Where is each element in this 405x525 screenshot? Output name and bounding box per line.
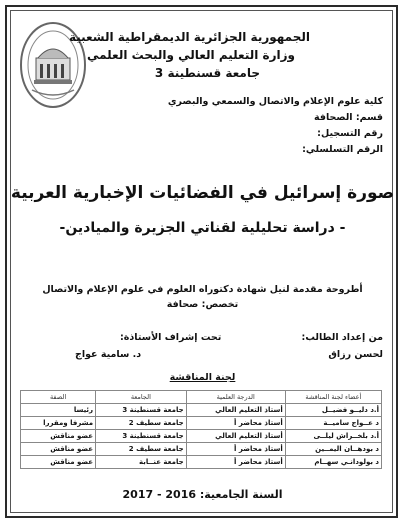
member-name: د بودهــان اليمــين xyxy=(285,443,381,456)
member-rank: أستاذ محاضر أ xyxy=(186,417,285,430)
student-label: من إعداد الطالب: xyxy=(301,332,383,343)
university-name: جامعة قسنطينة 3 xyxy=(154,66,260,80)
column-header: الصفة xyxy=(21,391,96,404)
member-name: د عــواج ساميــة xyxy=(285,417,381,430)
committee-table xyxy=(20,390,382,469)
table-row xyxy=(21,417,382,430)
supervisor-label: تحت إشراف الأستاذة: xyxy=(120,332,222,343)
table-row xyxy=(21,430,382,443)
member-role: عضو مناقش xyxy=(21,456,96,469)
member-university: جامعة عنــابة xyxy=(96,456,187,469)
member-name: د بولودانـي سهــام xyxy=(285,456,381,469)
academic-year: السنة الجامعية: 2016 - 2017 xyxy=(122,488,283,501)
registration-number: رقم التسجيل: xyxy=(317,128,383,139)
member-university: جامعة قسنطينة 3 xyxy=(96,404,187,417)
member-name: أ.د دليــو فضيــل xyxy=(285,404,381,417)
column-header: أعضاء لجنة المناقشة xyxy=(285,391,381,404)
committee-heading: لجنة المناقشة xyxy=(169,372,236,383)
republic-name: الجمهورية الجزائرية الديمقراطية الشعبية xyxy=(68,30,310,44)
member-role: رئيسا xyxy=(21,404,96,417)
member-rank: أستاذ محاضر أ xyxy=(186,443,285,456)
member-university: جامعة سطيف 2 xyxy=(96,443,187,456)
member-rank: أستاذ محاضر أ xyxy=(186,456,285,469)
column-header: الدرجة العلمية xyxy=(186,391,285,404)
serial-number: الرقم التسلسلي: xyxy=(302,144,383,155)
column-header: الجامعة xyxy=(96,391,187,404)
thesis-purpose: أطروحة مقدمة لنيل شهادة دكتوراه العلوم في علوم الإعلام والاتصال xyxy=(42,284,363,295)
member-university: جامعة قسنطينة 3 xyxy=(96,430,187,443)
student-name: لحسن رزاق xyxy=(328,349,383,360)
member-rank: أستاذ التعليم العالي xyxy=(186,430,285,443)
member-name: أ.د بلخــراش ليلــى xyxy=(285,430,381,443)
member-university: جامعة سطيف 2 xyxy=(96,417,187,430)
member-role: مشرفا ومقررا xyxy=(21,417,96,430)
thesis-title: صورة إسرائيل في الفضائيات الإخبارية العربية xyxy=(10,183,395,203)
table-row xyxy=(21,404,382,417)
member-rank: أستاذ التعليم العالي xyxy=(186,404,285,417)
table-row xyxy=(21,443,382,456)
department-name: قسم: الصحافة xyxy=(313,112,383,123)
member-role: عضو مناقش xyxy=(21,443,96,456)
thesis-specialty: تخصص: صحافة xyxy=(166,299,239,310)
ministry-name: وزارة التعليم العالي والبحث العلمي xyxy=(86,48,295,62)
faculty-name: كلية علوم الإعلام والاتصال والسمعي والبصري xyxy=(167,96,383,107)
committee-header-row xyxy=(21,391,382,404)
supervisor-name: د. سامية عواج xyxy=(75,349,142,360)
thesis-subtitle: - دراسة تحليلية لقناتي الجزيرة والميادين- xyxy=(59,220,346,236)
table-row xyxy=(21,456,382,469)
member-role: عضو مناقش xyxy=(21,430,96,443)
